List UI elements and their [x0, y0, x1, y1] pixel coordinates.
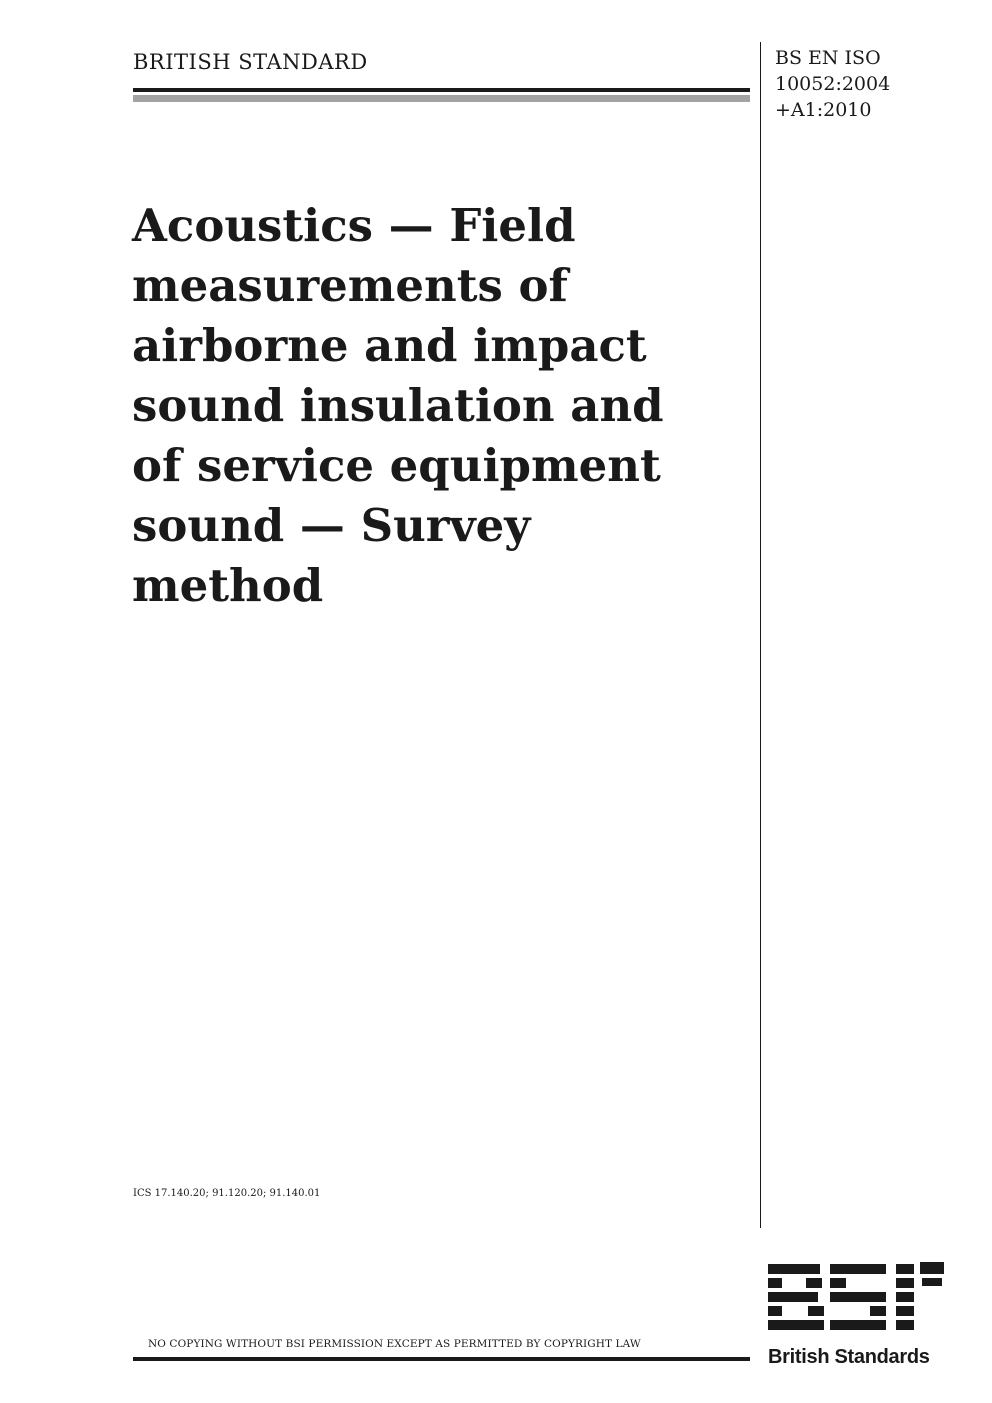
copyright-notice: NO COPYING WITHOUT BSI PERMISSION EXCEPT AS PERMITTED BY COPYRIGHT LAW — [148, 1338, 641, 1350]
title-line: sound insulation and — [132, 379, 664, 432]
standard-number — [775, 45, 890, 123]
ics-codes: ICS 17.140.20; 91.120.20; 91.140.01 — [133, 1188, 321, 1199]
document-title — [132, 196, 742, 616]
title-line: measurements of — [132, 259, 568, 312]
vertical-divider — [760, 42, 761, 1228]
title-line: Acoustics — Field — [132, 199, 576, 252]
title-line: of service equipment — [132, 439, 661, 492]
title-line: airborne and impact — [132, 319, 647, 372]
bottom-rule — [133, 1357, 750, 1361]
standard-number-line-3: +A1:2010 — [775, 99, 872, 121]
header-rule-shaded — [133, 95, 750, 102]
bsi-tagline: British Standards — [768, 1346, 930, 1368]
standard-number-line-2: 10052:2004 — [775, 73, 891, 95]
header-label: BRITISH STANDARD — [133, 50, 368, 74]
title-line: method — [132, 559, 324, 612]
header-rule — [133, 88, 750, 92]
standard-number-line-1: BS EN ISO — [775, 47, 881, 69]
title-line: sound — Survey — [132, 499, 531, 552]
